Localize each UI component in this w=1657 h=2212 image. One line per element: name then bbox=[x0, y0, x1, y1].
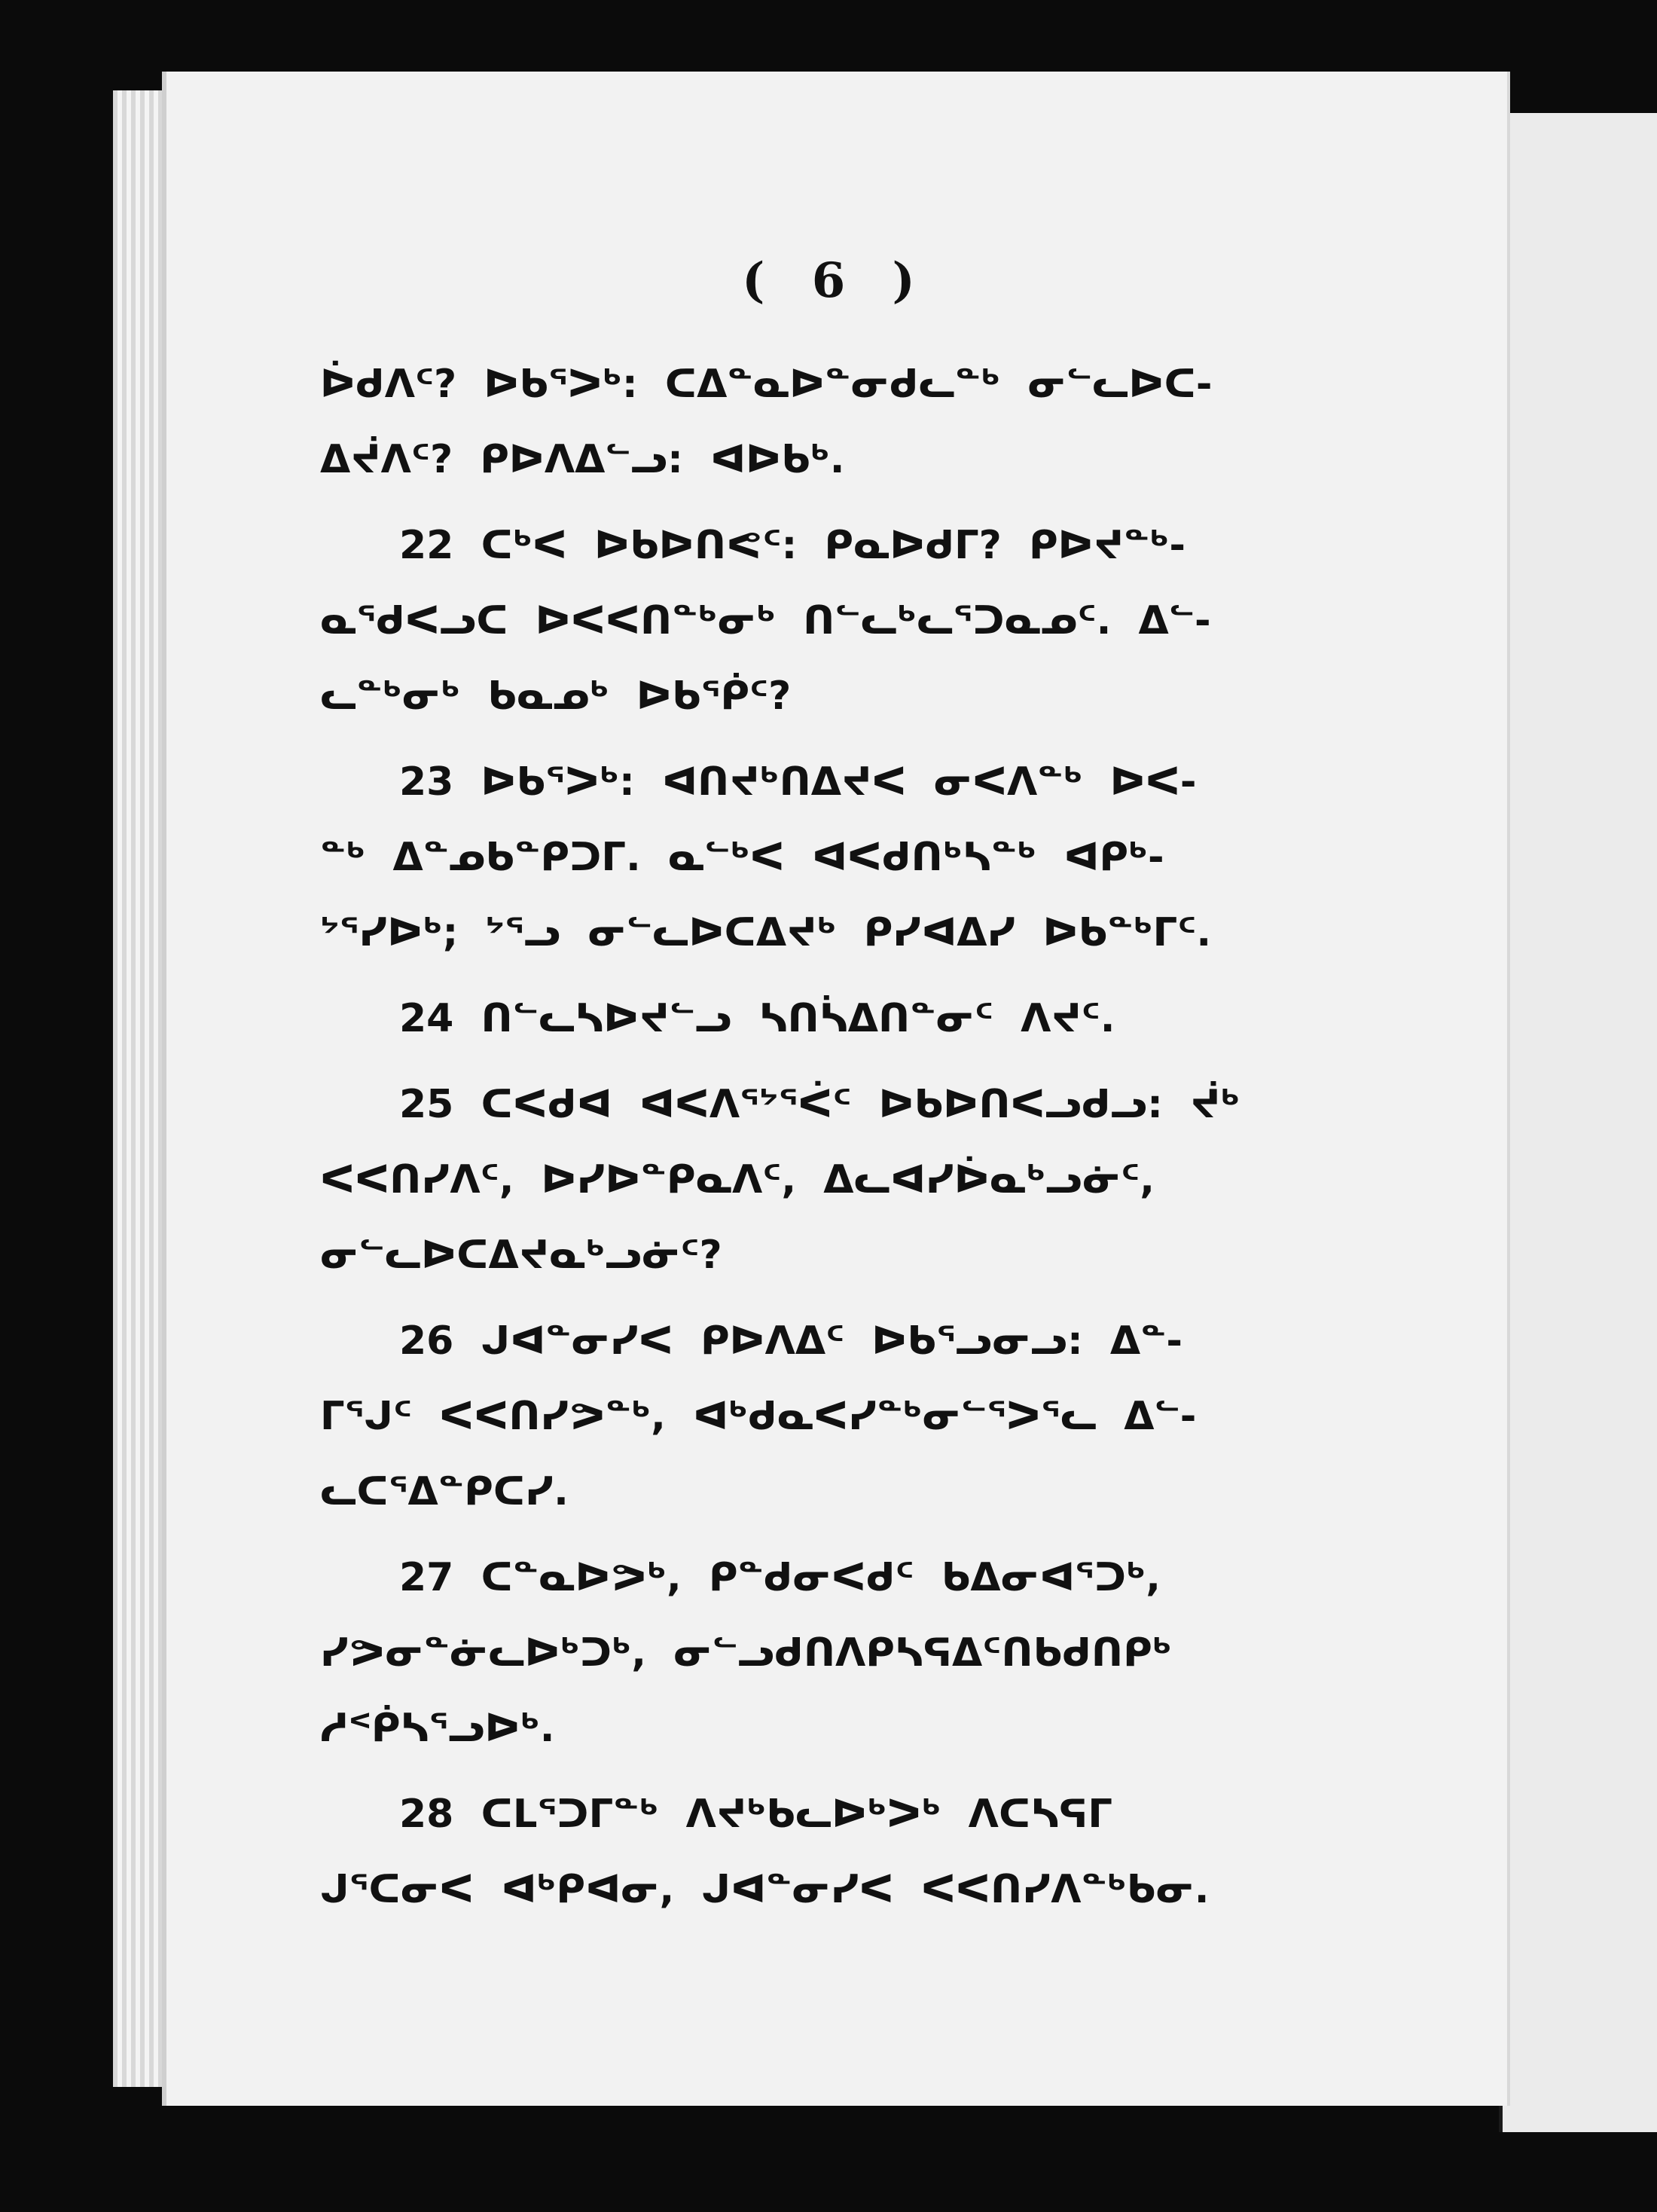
text-line: ᐃᔫᐱᑦ? ᑭᐅᐱᐃᓪᓗ: ᐊᐅᑲᒃ. bbox=[320, 437, 845, 482]
text-line: 27 ᑕᓐᓇᐅᕗᒃ, ᑭᓐᑯᓂᐸᑯᑦ ᑲᐃᓂᐊᕐᑐᒃ, bbox=[399, 1555, 1161, 1600]
page-text-block bbox=[320, 347, 1420, 1927]
text-line: ᓯᕗᓂᓐᓃᓚᐅᒃᑐᒃ, ᓂᓪᓗᑯᑎᐱᑭᓴᕋᐃᑦᑎᑲᑯᑎᑭᒃ bbox=[320, 1630, 1172, 1676]
text-line: ᒍᕐᑕᓂᐸ ᐊᒃᑭᐊᓂ, ᒍᐊᓐᓂᓯᐸ ᐸᐸᑎᓯᐱᓐᒃᑲᓂ. bbox=[320, 1867, 1210, 1912]
page-number: ( 6 ) bbox=[742, 252, 930, 309]
paragraph-gap bbox=[320, 1293, 1420, 1303]
adjacent-page-edge bbox=[1499, 113, 1657, 2132]
paragraph-gap bbox=[320, 1056, 1420, 1067]
paragraph-gap bbox=[320, 1529, 1420, 1540]
paragraph-gap bbox=[320, 1766, 1420, 1777]
text-line: ᓇᕐᑯᐸᓗᑕ ᐅᐸᐸᑎᓐᒃᓂᒃ ᑎᓪᓚᒃᓚᕐᑐᓇᓄᑦ. ᐃᓪ- bbox=[320, 598, 1211, 643]
text-line: ᓱᑉᑮᓴᕐᓗᐅᒃ. bbox=[320, 1706, 555, 1751]
text-line: ᓚᓐᒃᓂᒃ ᑲᓇᓄᒃ ᐅᑲᕐᑮᑦ? bbox=[320, 674, 792, 719]
text-line: 26 ᒍᐊᓐᓂᓯᐸ ᑭᐅᐱᐃᑦ ᐅᑲᕐᓗᓂᓗ: ᐃᓐ- bbox=[399, 1318, 1183, 1364]
page-stack-edge bbox=[113, 90, 164, 2087]
text-line: ᐆᑯᐱᑦ? ᐅᑲᕐᐳᒃ: ᑕᐃᓐᓇᐅᓐᓂᑯᓚᓐᒃ ᓂᓪᓚᐅᑕ- bbox=[320, 362, 1213, 407]
text-line: ᐸᐸᑎᓯᐱᑦ, ᐅᓯᐅᓐᑭᓇᐱᑦ, ᐃᓚᐊᓯᐆᓇᒃᓗᓃᑦ, bbox=[320, 1157, 1155, 1202]
book-page bbox=[162, 72, 1510, 2106]
text-line: ᓚᑕᕐᐃᓐᑭᑕᓯ. bbox=[320, 1469, 569, 1514]
paragraph-gap bbox=[320, 970, 1420, 981]
text-line: ᔾᕐᓯᐅᒃ; ᔾᕐᓗ ᓂᓪᓚᐅᑕᐃᔪᒃ ᑭᓯᐊᐃᓯ ᐅᑲᓐᒃᒥᑦ. bbox=[320, 910, 1212, 955]
paragraph-gap bbox=[320, 734, 1420, 744]
text-line: 22 ᑕᒃᐸ ᐅᑲᐅᑎᕙᑦ: ᑭᓇᐅᑯᒥ? ᑭᐅᔪᓐᒃ- bbox=[399, 523, 1186, 568]
text-line: ᒥᕐᒍᑦ ᐸᐸᑎᓯᕗᓐᒃ, ᐊᒃᑯᓇᐸᓯᓐᒃᓂᓪᕐᐳᕐᓚ ᐃᓪ- bbox=[320, 1394, 1197, 1439]
text-line: 23 ᐅᑲᕐᐳᒃ: ᐊᑎᔪᒃᑎᐃᔪᐸ ᓂᐸᐱᓐᒃ ᐅᐸ- bbox=[399, 759, 1197, 805]
text-line: 24 ᑎᓪᓚᓴᐅᔪᓪᓗ ᓴᑎᓵᐃᑎᓐᓂᑦ ᐱᔪᑦ. bbox=[399, 996, 1115, 1041]
text-line: 28 ᑕᒪᕐᑐᒥᓐᒃ ᐱᔪᒃᑲᓚᐅᒃᐳᒃ ᐱᑕᓴᕋᒥ bbox=[399, 1792, 1112, 1837]
paragraph-gap bbox=[320, 497, 1420, 508]
text-line: ᓂᓪᓚᐅᑕᐃᔪᓇᒃᓗᓃᑦ? bbox=[320, 1233, 722, 1278]
text-line: 25 ᑕᐸᑯᐊ ᐊᐸᐱᕐᔾᕐᐹᑦ ᐅᑲᐅᑎᐸᓗᑯᓗ: ᔫᒃ bbox=[399, 1082, 1240, 1127]
text-line: ᓐᒃ ᐃᓐᓄᑲᓐᑭᑐᒥ. ᓇᓪᒃᐸ ᐊᐸᑯᑎᒃᓴᓐᒃ ᐊᑭᒃ- bbox=[320, 835, 1164, 880]
